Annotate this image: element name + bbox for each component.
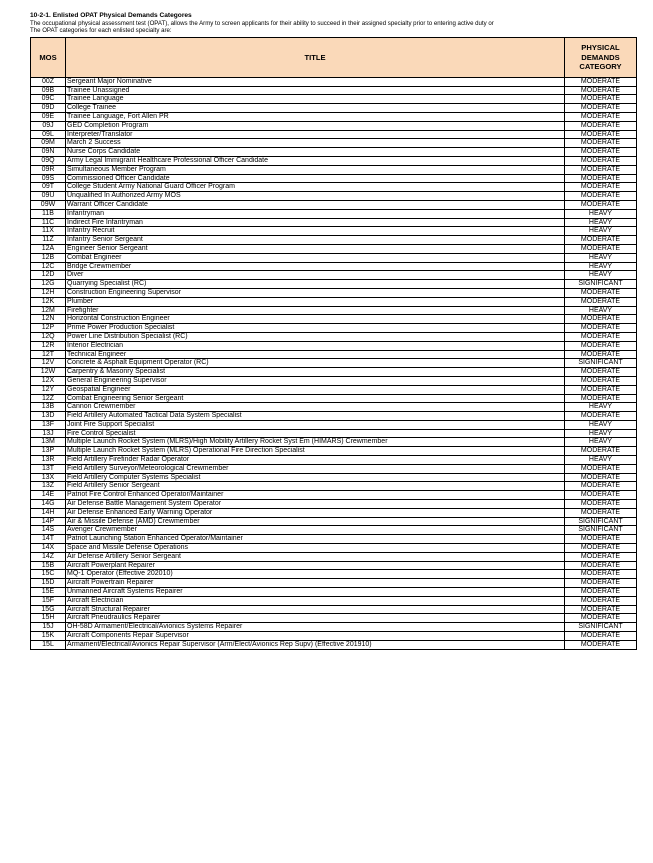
header-category-line-2: DEMANDS <box>581 52 620 62</box>
title-cell: March 2 Success <box>66 139 565 148</box>
category-cell: MODERATE <box>565 605 637 614</box>
table-row <box>31 253 637 262</box>
category-cell: MODERATE <box>565 165 637 174</box>
category-cell: MODERATE <box>565 500 637 509</box>
table-row <box>31 640 637 649</box>
table-row <box>31 174 637 183</box>
title-cell: OH-58D Armament/Electrical/Avionics Systems Repairer <box>66 623 565 632</box>
category-cell: MODERATE <box>565 544 637 553</box>
title-cell: Combat Engineer <box>66 253 565 262</box>
table-row <box>31 165 637 174</box>
mos-cell: 09B <box>31 86 66 95</box>
table-row <box>31 209 637 218</box>
title-cell: Concrete & Asphalt Equipment Operator (RC) <box>66 359 565 368</box>
category-cell: MODERATE <box>565 130 637 139</box>
mos-cell: 14S <box>31 526 66 535</box>
mos-cell: 13P <box>31 447 66 456</box>
title-cell: Unqualified In Authorized Army MOS <box>66 192 565 201</box>
mos-cell: 11X <box>31 227 66 236</box>
title-cell: Multiple Launch Rocket System (MLRS) Operational Fire Direction Specialist <box>66 447 565 456</box>
mos-cell: 13D <box>31 412 66 421</box>
table-row <box>31 148 637 157</box>
category-cell: MODERATE <box>565 148 637 157</box>
mos-cell: 13Z <box>31 482 66 491</box>
mos-cell: 09U <box>31 192 66 201</box>
table-row <box>31 227 637 236</box>
mos-cell: 14P <box>31 517 66 526</box>
category-cell: MODERATE <box>565 113 637 122</box>
table-row <box>31 596 637 605</box>
category-cell: MODERATE <box>565 491 637 500</box>
title-cell: Plumber <box>66 297 565 306</box>
title-cell: Interior Electrician <box>66 341 565 350</box>
table-row <box>31 262 637 271</box>
table-row <box>31 412 637 421</box>
title-cell: Infantry Recruit <box>66 227 565 236</box>
table-row <box>31 104 637 113</box>
table-row <box>31 544 637 553</box>
title-cell: Infantry Senior Sergeant <box>66 236 565 245</box>
mos-cell: 12C <box>31 262 66 271</box>
mos-cell: 09E <box>31 113 66 122</box>
table-row <box>31 192 637 201</box>
category-cell: MODERATE <box>565 596 637 605</box>
mos-cell: 13J <box>31 429 66 438</box>
table-row <box>31 500 637 509</box>
title-cell: Interpreter/Translator <box>66 130 565 139</box>
title-cell: Cannon Crewmember <box>66 403 565 412</box>
table-row <box>31 156 637 165</box>
category-cell: MODERATE <box>565 535 637 544</box>
title-cell: Field Artillery Firefinder Radar Operator <box>66 456 565 465</box>
table-row <box>31 438 637 447</box>
header-mos: MOS <box>31 37 66 77</box>
category-cell: SIGNIFICANT <box>565 359 637 368</box>
category-cell: MODERATE <box>565 412 637 421</box>
table-row <box>31 535 637 544</box>
title-cell: Trainee Language <box>66 95 565 104</box>
title-cell: Air Defense Artillery Senior Sergeant <box>66 552 565 561</box>
title-cell: Nurse Corps Candidate <box>66 148 565 157</box>
table-row <box>31 447 637 456</box>
table-row <box>31 236 637 245</box>
title-cell: Multiple Launch Rocket System (MLRS)/High Mobility Artillery Rocket Syst Em (HIMARS) Crewmember <box>66 438 565 447</box>
mos-cell: 12G <box>31 280 66 289</box>
category-cell: MODERATE <box>565 350 637 359</box>
mos-cell: 09R <box>31 165 66 174</box>
category-cell: MODERATE <box>565 77 637 86</box>
table-row <box>31 632 637 641</box>
title-cell: Fire Control Specialist <box>66 429 565 438</box>
mos-cell: 14Z <box>31 552 66 561</box>
title-cell: Air & Missile Defense (AMD) Crewmember <box>66 517 565 526</box>
table-row <box>31 244 637 253</box>
table-row <box>31 95 637 104</box>
table-row <box>31 288 637 297</box>
mos-cell: 15K <box>31 632 66 641</box>
table-row <box>31 456 637 465</box>
title-cell: Sergeant Major Nominative <box>66 77 565 86</box>
mos-cell: 09W <box>31 200 66 209</box>
mos-cell: 14H <box>31 508 66 517</box>
table-row <box>31 271 637 280</box>
category-cell: MODERATE <box>565 341 637 350</box>
category-cell: MODERATE <box>565 139 637 148</box>
title-cell: Aircraft Powerplant Repairer <box>66 561 565 570</box>
title-cell: Army Legal Immigrant Healthcare Professional Officer Candidate <box>66 156 565 165</box>
mos-cell: 12A <box>31 244 66 253</box>
title-cell: Prime Power Production Specialist <box>66 324 565 333</box>
mos-cell: 00Z <box>31 77 66 86</box>
title-cell: Combat Engineering Senior Sergeant <box>66 394 565 403</box>
category-cell: HEAVY <box>565 429 637 438</box>
title-cell: Construction Engineering Supervisor <box>66 288 565 297</box>
title-cell: Commissioned Officer Candidate <box>66 174 565 183</box>
table-row <box>31 517 637 526</box>
table-row <box>31 332 637 341</box>
header-category-line-1: PHYSICAL <box>581 42 620 52</box>
table-row <box>31 464 637 473</box>
table-row <box>31 623 637 632</box>
mos-cell: 13T <box>31 464 66 473</box>
mos-cell: 12K <box>31 297 66 306</box>
table-row <box>31 403 637 412</box>
category-cell: HEAVY <box>565 253 637 262</box>
header-title: TITLE <box>66 37 565 77</box>
title-cell: Air Defense Enhanced Early Warning Operator <box>66 508 565 517</box>
mos-cell: 09L <box>31 130 66 139</box>
title-cell: Field Artillery Computer Systems Specialist <box>66 473 565 482</box>
category-cell: MODERATE <box>565 192 637 201</box>
mos-cell: 15G <box>31 605 66 614</box>
mos-cell: 09S <box>31 174 66 183</box>
table-row <box>31 491 637 500</box>
mos-cell: 09T <box>31 183 66 192</box>
intro-line-2: The OPAT categories for each enlisted specialty are: <box>30 27 172 35</box>
title-cell: Simultaneous Member Program <box>66 165 565 174</box>
category-cell: MODERATE <box>565 121 637 130</box>
mos-cell: 12P <box>31 324 66 333</box>
title-cell: Field Artillery Automated Tactical Data System Specialist <box>66 412 565 421</box>
table-body <box>31 77 637 649</box>
title-cell: Joint Fire Support Specialist <box>66 420 565 429</box>
title-cell: Space and Missile Defense Operations <box>66 544 565 553</box>
mos-cell: 12Y <box>31 385 66 394</box>
header-category <box>565 37 637 77</box>
category-cell: HEAVY <box>565 456 637 465</box>
mos-cell: 13X <box>31 473 66 482</box>
category-cell: MODERATE <box>565 200 637 209</box>
title-cell: Aircraft Components Repair Supervisor <box>66 632 565 641</box>
document-page <box>30 12 636 650</box>
title-cell: Power Line Distribution Specialist (RC) <box>66 332 565 341</box>
mos-cell: 09D <box>31 104 66 113</box>
table-row <box>31 614 637 623</box>
category-cell: MODERATE <box>565 570 637 579</box>
title-cell: Engineer Senior Sergeant <box>66 244 565 253</box>
table-row <box>31 306 637 315</box>
mos-cell: 12H <box>31 288 66 297</box>
category-cell: HEAVY <box>565 227 637 236</box>
title-cell: Diver <box>66 271 565 280</box>
category-cell: SIGNIFICANT <box>565 517 637 526</box>
table-row <box>31 526 637 535</box>
category-cell: SIGNIFICANT <box>565 623 637 632</box>
table-row <box>31 200 637 209</box>
title-cell: Trainee Unassigned <box>66 86 565 95</box>
category-cell: HEAVY <box>565 438 637 447</box>
title-cell: Field Artillery Senior Sergeant <box>66 482 565 491</box>
mos-cell: 09C <box>31 95 66 104</box>
table-row <box>31 130 637 139</box>
category-cell: MODERATE <box>565 236 637 245</box>
title-cell: College Trainee <box>66 104 565 113</box>
mos-cell: 12Q <box>31 332 66 341</box>
title-cell: GED Completion Program <box>66 121 565 130</box>
category-cell: MODERATE <box>565 104 637 113</box>
title-cell: Avenger Crewmember <box>66 526 565 535</box>
table-row <box>31 368 637 377</box>
table-row <box>31 429 637 438</box>
title-cell: Armament/Electrical/Avionics Repair Supervisor (Arm/Elect/Avionics Rep Supv) (Effective 201910) <box>66 640 565 649</box>
category-cell: HEAVY <box>565 420 637 429</box>
title-cell: Firefighter <box>66 306 565 315</box>
mos-cell: 15F <box>31 596 66 605</box>
mos-cell: 13R <box>31 456 66 465</box>
title-cell: Bridge Crewmember <box>66 262 565 271</box>
mos-cell: 12M <box>31 306 66 315</box>
mos-cell: 15D <box>31 579 66 588</box>
title-cell: Patriot Fire Control Enhanced Operator/Maintainer <box>66 491 565 500</box>
category-cell: MODERATE <box>565 561 637 570</box>
table-row <box>31 350 637 359</box>
title-cell: Aircraft Structural Repairer <box>66 605 565 614</box>
table-row <box>31 121 637 130</box>
category-cell: MODERATE <box>565 473 637 482</box>
title-cell: Technical Engineer <box>66 350 565 359</box>
table-row <box>31 86 637 95</box>
category-cell: MODERATE <box>565 614 637 623</box>
category-cell: MODERATE <box>565 174 637 183</box>
category-cell: HEAVY <box>565 262 637 271</box>
table-row <box>31 394 637 403</box>
mos-cell: 15E <box>31 588 66 597</box>
mos-cell: 12V <box>31 359 66 368</box>
category-cell: HEAVY <box>565 209 637 218</box>
category-cell: MODERATE <box>565 244 637 253</box>
mos-cell: 13F <box>31 420 66 429</box>
table-row <box>31 359 637 368</box>
table-header-row <box>31 37 637 77</box>
section-heading: 10-2-1. Enlisted OPAT Physical Demands Categores <box>30 12 192 19</box>
table-row <box>31 315 637 324</box>
category-cell: MODERATE <box>565 183 637 192</box>
mos-cell: 15H <box>31 614 66 623</box>
table-row <box>31 579 637 588</box>
category-cell: MODERATE <box>565 368 637 377</box>
title-cell: Horizontal Construction Engineer <box>66 315 565 324</box>
table-row <box>31 552 637 561</box>
category-cell: MODERATE <box>565 288 637 297</box>
table-row <box>31 324 637 333</box>
table-row <box>31 508 637 517</box>
title-cell: Carpentry & Masonry Specialist <box>66 368 565 377</box>
category-cell: MODERATE <box>565 376 637 385</box>
mos-cell: 09N <box>31 148 66 157</box>
mos-cell: 14X <box>31 544 66 553</box>
category-cell: MODERATE <box>565 482 637 491</box>
category-cell: MODERATE <box>565 640 637 649</box>
category-cell: MODERATE <box>565 86 637 95</box>
title-cell: MQ-1 Operator (Effective 202010) <box>66 570 565 579</box>
mos-cell: 12X <box>31 376 66 385</box>
title-cell: Aircraft Powertrain Repairer <box>66 579 565 588</box>
title-cell: Quarrying Specialist (RC) <box>66 280 565 289</box>
category-cell: HEAVY <box>565 403 637 412</box>
title-cell: Unmanned Aircraft Systems Repairer <box>66 588 565 597</box>
table-row <box>31 341 637 350</box>
table-row <box>31 77 637 86</box>
mos-cell: 09J <box>31 121 66 130</box>
category-cell: MODERATE <box>565 297 637 306</box>
opat-table <box>30 37 637 650</box>
mos-cell: 09Q <box>31 156 66 165</box>
mos-cell: 12D <box>31 271 66 280</box>
category-cell: HEAVY <box>565 271 637 280</box>
category-cell: MODERATE <box>565 394 637 403</box>
category-cell: MODERATE <box>565 552 637 561</box>
mos-cell: 11Z <box>31 236 66 245</box>
header-category-line-3: CATEGORY <box>579 62 622 72</box>
category-cell: MODERATE <box>565 508 637 517</box>
category-cell: MODERATE <box>565 332 637 341</box>
title-cell: Aircraft Electrician <box>66 596 565 605</box>
table-row <box>31 113 637 122</box>
table-row <box>31 218 637 227</box>
mos-cell: 15L <box>31 640 66 649</box>
title-cell: Field Artillery Surveyor/Meteorological Crewmember <box>66 464 565 473</box>
table-row <box>31 473 637 482</box>
mos-cell: 14G <box>31 500 66 509</box>
mos-cell: 12R <box>31 341 66 350</box>
mos-cell: 15C <box>31 570 66 579</box>
mos-cell: 12T <box>31 350 66 359</box>
mos-cell: 13M <box>31 438 66 447</box>
category-cell: HEAVY <box>565 218 637 227</box>
table-row <box>31 561 637 570</box>
table-row <box>31 183 637 192</box>
title-cell: Warrant Officer Candidate <box>66 200 565 209</box>
mos-cell: 15B <box>31 561 66 570</box>
table-row <box>31 605 637 614</box>
category-cell: MODERATE <box>565 315 637 324</box>
title-cell: Indirect Fire Infantryman <box>66 218 565 227</box>
table-row <box>31 420 637 429</box>
table-row <box>31 385 637 394</box>
category-cell: MODERATE <box>565 588 637 597</box>
table-row <box>31 297 637 306</box>
table-row <box>31 139 637 148</box>
category-cell: MODERATE <box>565 156 637 165</box>
title-cell: Trainee Language, Fort Allen PR <box>66 113 565 122</box>
mos-cell: 12B <box>31 253 66 262</box>
mos-cell: 15J <box>31 623 66 632</box>
category-cell: MODERATE <box>565 464 637 473</box>
mos-cell: 09M <box>31 139 66 148</box>
table-row <box>31 588 637 597</box>
title-cell: Infantryman <box>66 209 565 218</box>
title-cell: Patriot Launching Station Enhanced Operator/Maintainer <box>66 535 565 544</box>
mos-cell: 11C <box>31 218 66 227</box>
title-cell: General Engineering Supervisor <box>66 376 565 385</box>
category-cell: MODERATE <box>565 95 637 104</box>
mos-cell: 12W <box>31 368 66 377</box>
category-cell: MODERATE <box>565 632 637 641</box>
table-row <box>31 482 637 491</box>
mos-cell: 14E <box>31 491 66 500</box>
title-cell: College Student Army National Guard Officer Program <box>66 183 565 192</box>
category-cell: MODERATE <box>565 324 637 333</box>
mos-cell: 13B <box>31 403 66 412</box>
intro-line-1: The occupational physical assessment test (OPAT), allows the Army to screen applicants for their ability to succeed in their assigned specialty prior to entering active duty or <box>30 20 494 27</box>
table-row <box>31 570 637 579</box>
title-cell: Air Defense Battle Management System Operator <box>66 500 565 509</box>
title-cell: Geospatial Engineer <box>66 385 565 394</box>
category-cell: MODERATE <box>565 385 637 394</box>
category-cell: SIGNIFICANT <box>565 526 637 535</box>
title-cell: Aircraft Pneudraulics Repairer <box>66 614 565 623</box>
category-cell: HEAVY <box>565 306 637 315</box>
table-row <box>31 376 637 385</box>
category-cell: SIGNIFICANT <box>565 280 637 289</box>
table-row <box>31 280 637 289</box>
mos-cell: 12N <box>31 315 66 324</box>
category-cell: MODERATE <box>565 579 637 588</box>
mos-cell: 11B <box>31 209 66 218</box>
mos-cell: 14T <box>31 535 66 544</box>
mos-cell: 12Z <box>31 394 66 403</box>
category-cell: MODERATE <box>565 447 637 456</box>
